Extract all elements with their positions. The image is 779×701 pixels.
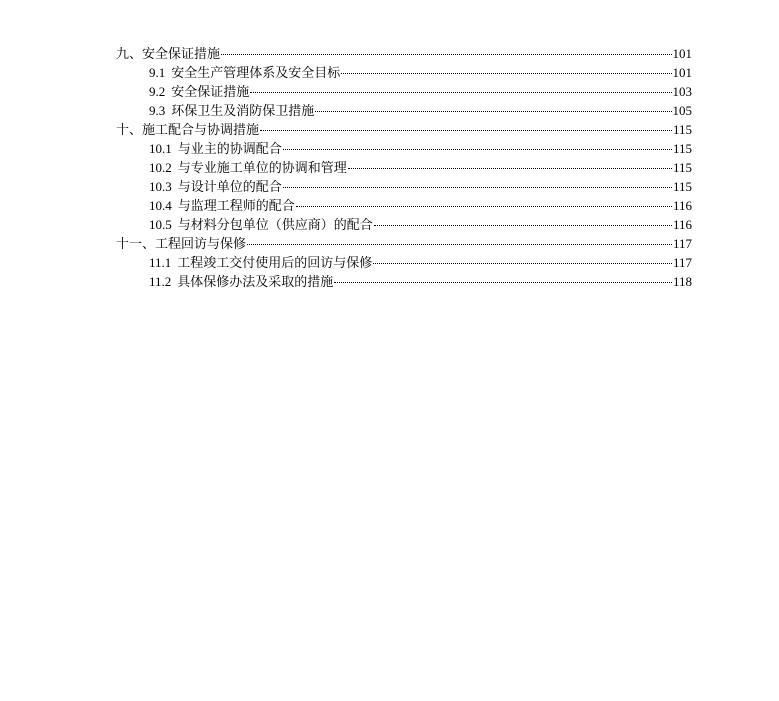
toc-entry[interactable]: [116, 215, 692, 234]
toc-section-number: 10.5: [149, 217, 172, 232]
toc-entry[interactable]: [116, 272, 692, 291]
toc-entry-title: [149, 196, 295, 215]
toc-leader-dots: [315, 111, 671, 112]
toc-section-text: 与专业施工单位的协调和管理: [177, 160, 347, 175]
toc-leader-dots: [247, 244, 672, 245]
toc-entry[interactable]: [116, 196, 692, 215]
toc-page-number: 101: [672, 46, 692, 61]
toc-leader-dots: [374, 225, 672, 226]
toc-entry-title: [149, 158, 347, 177]
toc-entry-title: [149, 215, 373, 234]
toc-page-number: 117: [672, 236, 692, 251]
toc-entry-title: [149, 101, 314, 120]
toc-entry[interactable]: [116, 44, 692, 63]
toc-leader-dots: [296, 206, 672, 207]
toc-section-number: 9.3: [149, 103, 166, 118]
toc-page-number: 115: [672, 160, 692, 175]
toc-leader-dots: [283, 149, 672, 150]
toc-leader-dots: [221, 54, 671, 55]
toc-section-text: 工程竣工交付使用后的回访与保修: [177, 255, 373, 270]
toc-leader-dots: [283, 187, 672, 188]
toc-entry[interactable]: [116, 177, 692, 196]
toc-entry-title: 十、施工配合与协调措施: [116, 122, 260, 137]
table-of-contents: [116, 44, 692, 291]
toc-entry-title: [149, 82, 249, 101]
toc-section-text: 与监理工程师的配合: [177, 198, 295, 213]
toc-section-text: 安全保证措施: [171, 84, 250, 99]
toc-section-number: 10.3: [149, 179, 172, 194]
toc-entry-title: [149, 272, 333, 291]
toc-leader-dots: [373, 263, 672, 264]
toc-entry[interactable]: [116, 101, 692, 120]
toc-entry[interactable]: [116, 158, 692, 177]
toc-entry-title: [149, 139, 282, 158]
toc-page-number: 101: [672, 65, 692, 80]
toc-page-number: 116: [672, 217, 692, 232]
toc-entry[interactable]: [116, 253, 692, 272]
toc-section-text: 环保卫生及消防保卫措施: [171, 103, 315, 118]
toc-section-number: 9.1: [149, 65, 166, 80]
toc-section-number: 9.2: [149, 84, 166, 99]
toc-entry-title: 九、安全保证措施: [116, 46, 221, 61]
toc-entry-title: [149, 177, 282, 196]
toc-section-text: 安全生产管理体系及安全目标: [171, 65, 341, 80]
toc-section-number: 11.2: [149, 274, 172, 289]
toc-section-number: 10.2: [149, 160, 172, 175]
toc-entry[interactable]: [116, 139, 692, 158]
toc-leader-dots: [334, 282, 672, 283]
toc-entry[interactable]: [116, 120, 692, 139]
toc-entry-title: [149, 253, 372, 272]
toc-entry[interactable]: [116, 82, 692, 101]
toc-section-number: 10.4: [149, 198, 172, 213]
toc-section-text: 具体保修办法及采取的措施: [177, 274, 334, 289]
toc-section-number: 11.1: [149, 255, 172, 270]
toc-section-number: 10.1: [149, 141, 172, 156]
toc-entry[interactable]: [116, 63, 692, 82]
toc-section-text: 与设计单位的配合: [177, 179, 282, 194]
toc-page-number: 115: [672, 179, 692, 194]
toc-page-number: 117: [672, 255, 692, 270]
toc-page-number: 118: [672, 274, 692, 289]
toc-section-text: 与材料分包单位（供应商）的配合: [177, 217, 373, 232]
toc-entry-title: 十一、工程回访与保修: [116, 236, 247, 251]
toc-page-number: 116: [672, 198, 692, 213]
toc-page-number: 115: [672, 141, 692, 156]
toc-leader-dots: [260, 130, 672, 131]
toc-leader-dots: [341, 73, 671, 74]
toc-leader-dots: [348, 168, 672, 169]
toc-page-number: 103: [672, 84, 692, 99]
toc-page-number: 115: [672, 122, 692, 137]
toc-leader-dots: [250, 92, 671, 93]
toc-entry-title: [149, 63, 340, 82]
toc-entry[interactable]: [116, 234, 692, 253]
toc-page-number: 105: [672, 103, 692, 118]
toc-section-text: 与业主的协调配合: [177, 141, 282, 156]
